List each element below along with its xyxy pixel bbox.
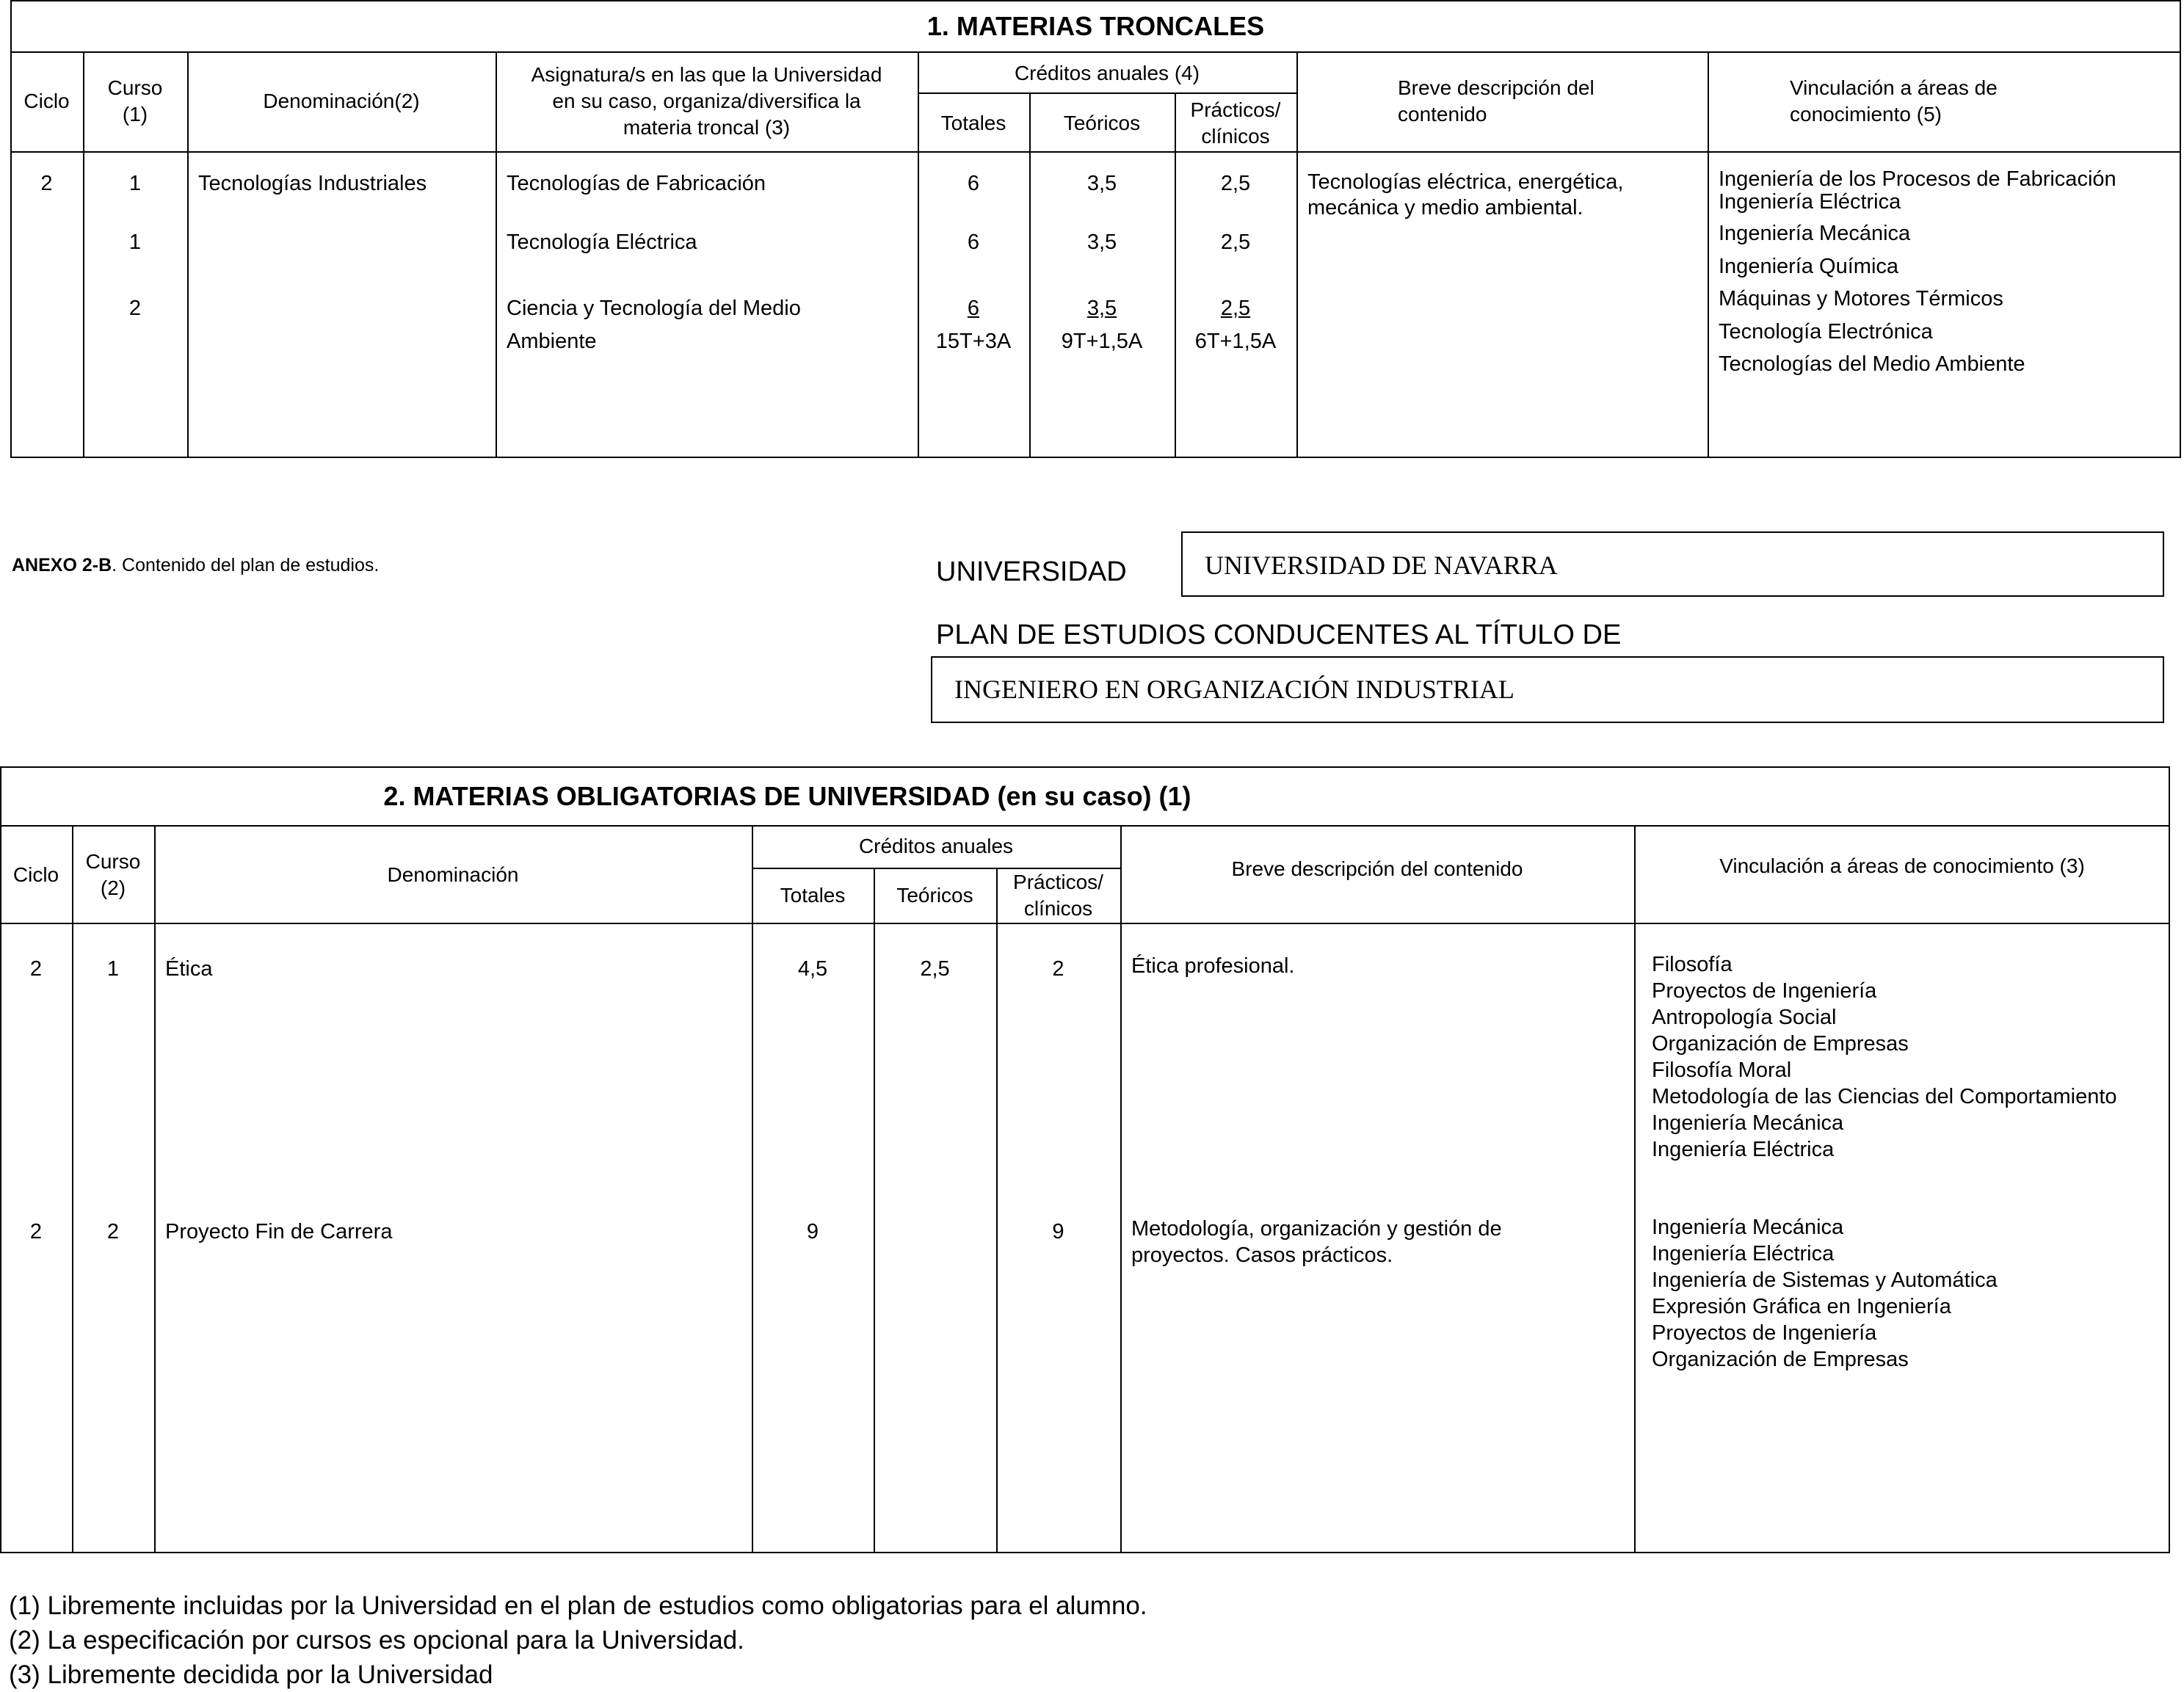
cell-descripcion: Tecnologías eléctrica, energética,	[1307, 170, 1624, 194]
cell-asignatura: Tecnología Eléctrica	[507, 230, 697, 254]
cell-teoricos: 3,5	[1086, 172, 1117, 195]
area-item: Ingeniería Mecánica	[1652, 1216, 1844, 1239]
cell-practicos: 2	[1052, 957, 1064, 981]
cell-teoricos-value: 3,5	[1086, 297, 1117, 320]
cell-denominacion: Tecnologías Industriales	[198, 172, 427, 195]
header-descripcion: Breve descripción del contenido	[1231, 857, 1523, 880]
divider	[154, 825, 156, 1553]
cell-practicos-value: 2,5	[1220, 297, 1251, 320]
cell-teoricos: 2,5	[920, 957, 950, 981]
header-practicos-line2: clínicos	[1201, 125, 1270, 148]
cell-totales: 4,5	[797, 957, 828, 981]
header-totales: Totales	[780, 884, 846, 907]
cell-totales-value: 6	[967, 297, 980, 320]
anexo-label: ANEXO 2-B	[12, 555, 112, 576]
area-item: Máquinas y Motores Térmicos	[1719, 287, 2003, 311]
cell-curso: 2	[128, 297, 142, 320]
area-item: Ingeniería Mecánica	[1719, 222, 1911, 245]
area-item: Organización de Empresas	[1652, 1348, 1909, 1371]
divider	[1029, 92, 1031, 458]
header-totales: Totales	[940, 112, 1006, 134]
cell-sum-totales: 15T+3A	[935, 330, 1012, 353]
cell-curso: 1	[128, 230, 142, 254]
cell-teoricos: 3,5	[1086, 230, 1117, 254]
table2-title: 2. MATERIAS OBLIGATORIAS DE UNIVERSIDAD (en su caso) (1)	[383, 781, 1191, 811]
cell-areas	[1719, 166, 2116, 381]
footnote: (3) Libremente decidida por la Universidad	[9, 1660, 493, 1689]
area-item: Ingeniería Eléctrica	[1719, 190, 1901, 214]
cell-ciclo: 2	[29, 1220, 43, 1243]
universidad-value: UNIVERSIDAD DE NAVARRA	[1205, 551, 1558, 580]
cell-teoricos	[1029, 295, 1175, 322]
area-item: Organización de Empresas	[1652, 1032, 1909, 1056]
header-asignaturas-line3: materia troncal (3)	[623, 116, 791, 139]
header-vinculacion-line2: conocimiento (5)	[1790, 103, 1942, 126]
cell-sum-practicos: 6T+1,5A	[1194, 330, 1277, 353]
universidad-label: UNIVERSIDAD	[936, 556, 1127, 587]
header-denominacion: Denominación(2)	[263, 90, 420, 112]
header-creditos: Créditos anuales (4)	[1014, 62, 1200, 84]
cell-practicos	[1175, 295, 1296, 322]
divider	[1634, 825, 1636, 1553]
cell-sum-teoricos: 9T+1,5A	[1061, 330, 1143, 353]
header-descripcion-line2: contenido	[1398, 103, 1487, 126]
header-teoricos: Teóricos	[1063, 112, 1141, 134]
header-practicos: Prácticos/	[1013, 871, 1103, 893]
cell-asignatura: Tecnologías de Fabricación	[507, 172, 766, 195]
cell-practicos: 2,5	[1220, 230, 1251, 254]
area-item: Proyectos de Ingeniería	[1652, 979, 1877, 1003]
header-asignaturas-line2: en su caso, organiza/diversifica la	[552, 90, 861, 112]
cell-ciclo: 2	[40, 172, 53, 195]
header-practicos: Prácticos/	[1190, 98, 1281, 121]
cell-curso: 2	[106, 1220, 120, 1243]
area-item: Ingeniería Eléctrica	[1652, 1242, 1835, 1266]
cell-curso: 1	[106, 957, 120, 981]
divider	[1708, 51, 1709, 458]
header-descripcion: Breve descripción del	[1398, 76, 1595, 99]
header-ciclo: Ciclo	[12, 863, 59, 886]
plan-label: PLAN DE ESTUDIOS CONDUCENTES AL TÍTULO DE	[936, 620, 1622, 650]
cell-areas	[1652, 1214, 1998, 1373]
table1-title: 1. MATERIAS TRONCALES	[926, 11, 1265, 41]
cell-descripcion: Ética profesional.	[1131, 954, 1295, 978]
header-curso: Curso	[107, 76, 163, 99]
cell-curso: 1	[128, 172, 142, 195]
header-asignaturas: Asignatura/s en las que la Universidad	[531, 63, 882, 86]
anexo-caption	[12, 552, 379, 578]
footnote: (2) La especificación por cursos es opcional para la Universidad.	[9, 1626, 744, 1655]
header-teoricos: Teóricos	[896, 884, 973, 907]
area-item: Ingeniería Mecánica	[1652, 1111, 1844, 1135]
header-curso: Curso	[85, 850, 141, 873]
divider	[1296, 51, 1298, 458]
header-vinculacion: Vinculación a áreas de	[1790, 76, 1998, 99]
cell-totales: 6	[967, 230, 980, 254]
header-practicos-line2: clínicos	[1023, 897, 1093, 920]
cell-asignatura-line2: Ambiente	[507, 330, 597, 353]
cell-denominacion: Ética	[165, 957, 213, 981]
divider	[72, 825, 73, 1553]
area-item: Ingeniería de los Procesos de Fabricación	[1719, 167, 2116, 191]
header-curso-note: (1)	[122, 103, 148, 126]
cell-practicos: 2,5	[1220, 172, 1251, 195]
cell-denominacion: Proyecto Fin de Carrera	[165, 1220, 393, 1243]
area-item: Ingeniería Eléctrica	[1652, 1138, 1835, 1161]
area-item: Expresión Gráfica en Ingeniería	[1652, 1295, 1951, 1318]
divider	[10, 51, 2181, 53]
divider	[918, 92, 1296, 94]
divider	[1120, 825, 1122, 1553]
cell-descripcion-line2: proyectos. Casos prácticos.	[1131, 1243, 1393, 1267]
divider	[752, 825, 753, 1553]
header-denominacion: Denominación	[387, 863, 519, 886]
header-vinculacion: Vinculación a áreas de conocimiento (3)	[1719, 854, 2085, 877]
plan-value: INGENIERO EN ORGANIZACIÓN INDUSTRIAL	[954, 675, 1514, 704]
area-item: Ingeniería de Sistemas y Automática	[1652, 1268, 1998, 1292]
header-ciclo: Ciclo	[23, 90, 70, 112]
area-item: Filosofía	[1652, 953, 1733, 976]
cell-practicos: 9	[1052, 1220, 1064, 1243]
anexo-text: . Contenido del plan de estudios.	[112, 555, 380, 576]
header-creditos: Créditos anuales	[858, 835, 1014, 857]
footnotes	[9, 1588, 1147, 1692]
cell-totales	[918, 295, 1029, 322]
area-item: Antropología Social	[1652, 1006, 1837, 1029]
area-item: Filosofía Moral	[1652, 1059, 1792, 1082]
cell-areas	[1652, 951, 2117, 1163]
cell-asignatura: Ciencia y Tecnología del Medio	[507, 297, 801, 320]
area-item: Metodología de las Ciencias del Comportamiento	[1652, 1085, 2117, 1108]
cell-descripcion: Metodología, organización y gestión de	[1131, 1217, 1502, 1241]
area-item: Proyectos de Ingeniería	[1652, 1321, 1877, 1345]
area-item: Tecnologías del Medio Ambiente	[1719, 352, 2025, 376]
footnote: (1) Libremente incluidas por la Universidad en el plan de estudios como obligatorias para el alumno.	[9, 1591, 1147, 1620]
divider	[0, 825, 2170, 827]
header-curso-note: (2)	[100, 876, 126, 899]
cell-ciclo: 2	[29, 957, 43, 981]
divider	[10, 151, 2181, 153]
cell-descripcion-line2: mecánica y medio ambiental.	[1307, 196, 1583, 219]
divider	[0, 923, 2170, 924]
cell-totales: 6	[967, 172, 980, 195]
area-item: Tecnología Electrónica	[1719, 319, 1933, 344]
area-item: Ingeniería Química	[1719, 254, 1899, 278]
cell-totales: 9	[806, 1220, 819, 1243]
